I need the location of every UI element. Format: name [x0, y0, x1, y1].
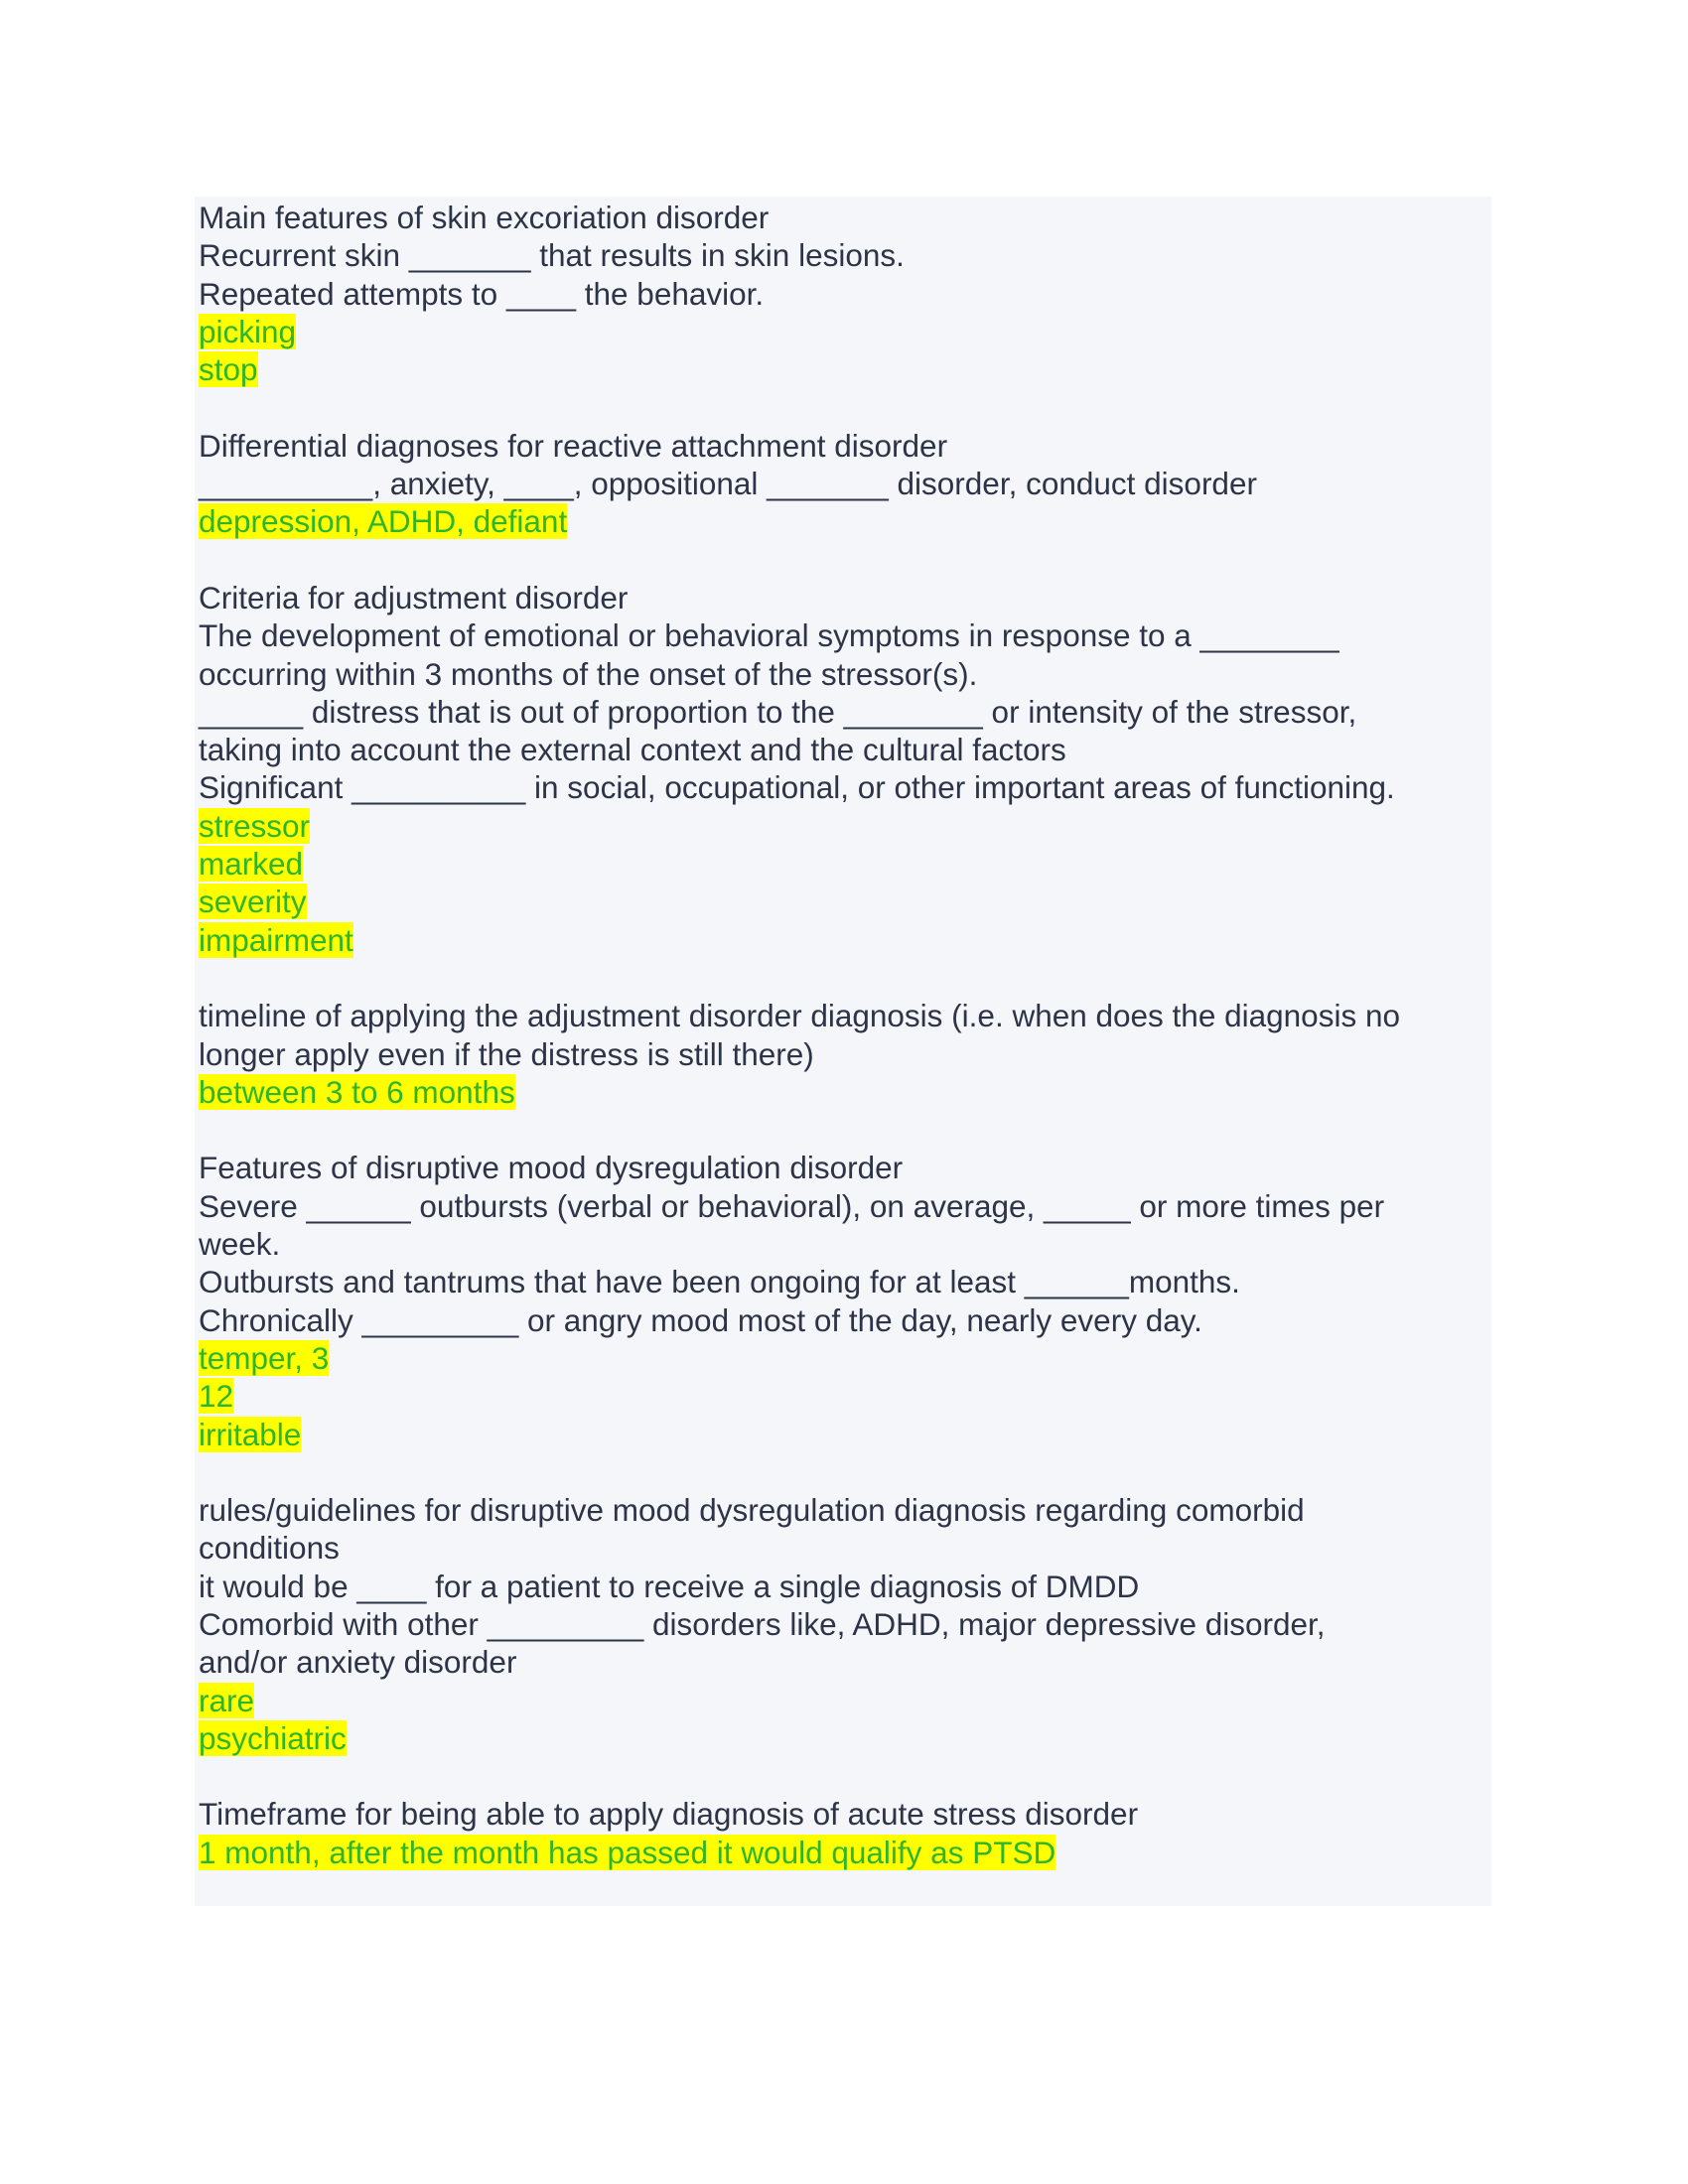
- card-definition-line: Repeated attempts to ____ the behavior.: [199, 275, 765, 312]
- card-definition-line: __________, anxiety, ____, oppositional _______ disorder, conduct disorder: [199, 466, 1257, 502]
- card-definition-line: ______ distress that is out of proportion to the ________ or intensity of the stressor,: [199, 693, 1357, 730]
- card-answer: picking: [199, 313, 297, 349]
- card-definition-line: Chronically _________ or angry mood most of the day, nearly every day.: [199, 1301, 1202, 1338]
- card-answer: temper, 3: [199, 1339, 330, 1376]
- card-definition-line: conditions: [199, 1530, 340, 1567]
- card-term: timeline of applying the adjustment disorder diagnosis (i.e. when does the diagnosis no: [199, 998, 1400, 1034]
- card-definition-line: Significant __________ in social, occupational, or other important areas of functioning.: [199, 769, 1395, 806]
- card-answer: 1 month, after the month has passed it would qualify as PTSD: [199, 1834, 1056, 1870]
- card-answer: irritable: [199, 1416, 302, 1452]
- card-definition-line: Recurrent skin _______ that results in skin lesions.: [199, 237, 905, 274]
- flashcard: [199, 427, 1479, 541]
- card-answer: impairment: [199, 921, 353, 958]
- card-definition-line: week.: [199, 1226, 281, 1263]
- card-definition-line: Outbursts and tantrums that have been ongoing for at least ______months.: [199, 1264, 1240, 1300]
- card-answer: psychiatric: [199, 1719, 347, 1756]
- flashcard: [199, 199, 1479, 388]
- card-definition-line: it would be ____ for a patient to receive a single diagnosis of DMDD: [199, 1568, 1140, 1604]
- flashcard: [199, 997, 1479, 1111]
- flashcard: [199, 1149, 1479, 1452]
- card-answer: 12: [199, 1378, 234, 1415]
- card-answer: depression, ADHD, defiant: [199, 503, 568, 540]
- card-answer: stressor: [199, 807, 311, 844]
- card-definition-line: The development of emotional or behavioral symptoms in response to a ________: [199, 617, 1339, 654]
- card-term: Features of disruptive mood dysregulation disorder: [199, 1150, 904, 1186]
- card-term: rules/guidelines for disruptive mood dysregulation diagnosis regarding comorbid: [199, 1492, 1305, 1529]
- card-answer: rare: [199, 1682, 255, 1718]
- card-answer: between 3 to 6 months: [199, 1073, 515, 1110]
- card-answer: severity: [199, 884, 307, 920]
- card-definition-line: occurring within 3 months of the onset of the stressor(s).: [199, 655, 978, 692]
- flashcard: [199, 1491, 1479, 1757]
- flashcard-list: [199, 199, 1479, 1909]
- flashcard: [199, 1795, 1479, 1871]
- card-definition-line: Severe ______ outbursts (verbal or behavioral), on average, _____ or more times per: [199, 1187, 1385, 1224]
- card-definition-line: Comorbid with other _________ disorders like, ADHD, major depressive disorder,: [199, 1605, 1326, 1642]
- card-term: Differential diagnoses for reactive attachment disorder: [199, 427, 948, 464]
- card-answer: stop: [199, 351, 258, 388]
- card-term: Main features of skin excoriation disorder: [199, 200, 770, 235]
- card-definition-line: longer apply even if the distress is still there): [199, 1035, 814, 1072]
- card-term: Criteria for adjustment disorder: [199, 579, 629, 615]
- card-term: Timeframe for being able to apply diagnosis of acute stress disorder: [199, 1796, 1139, 1833]
- card-answer: marked: [199, 846, 304, 883]
- card-definition-line: taking into account the external context and the cultural factors: [199, 732, 1066, 768]
- card-definition-line: and/or anxiety disorder: [199, 1644, 517, 1681]
- flashcard: [199, 579, 1479, 959]
